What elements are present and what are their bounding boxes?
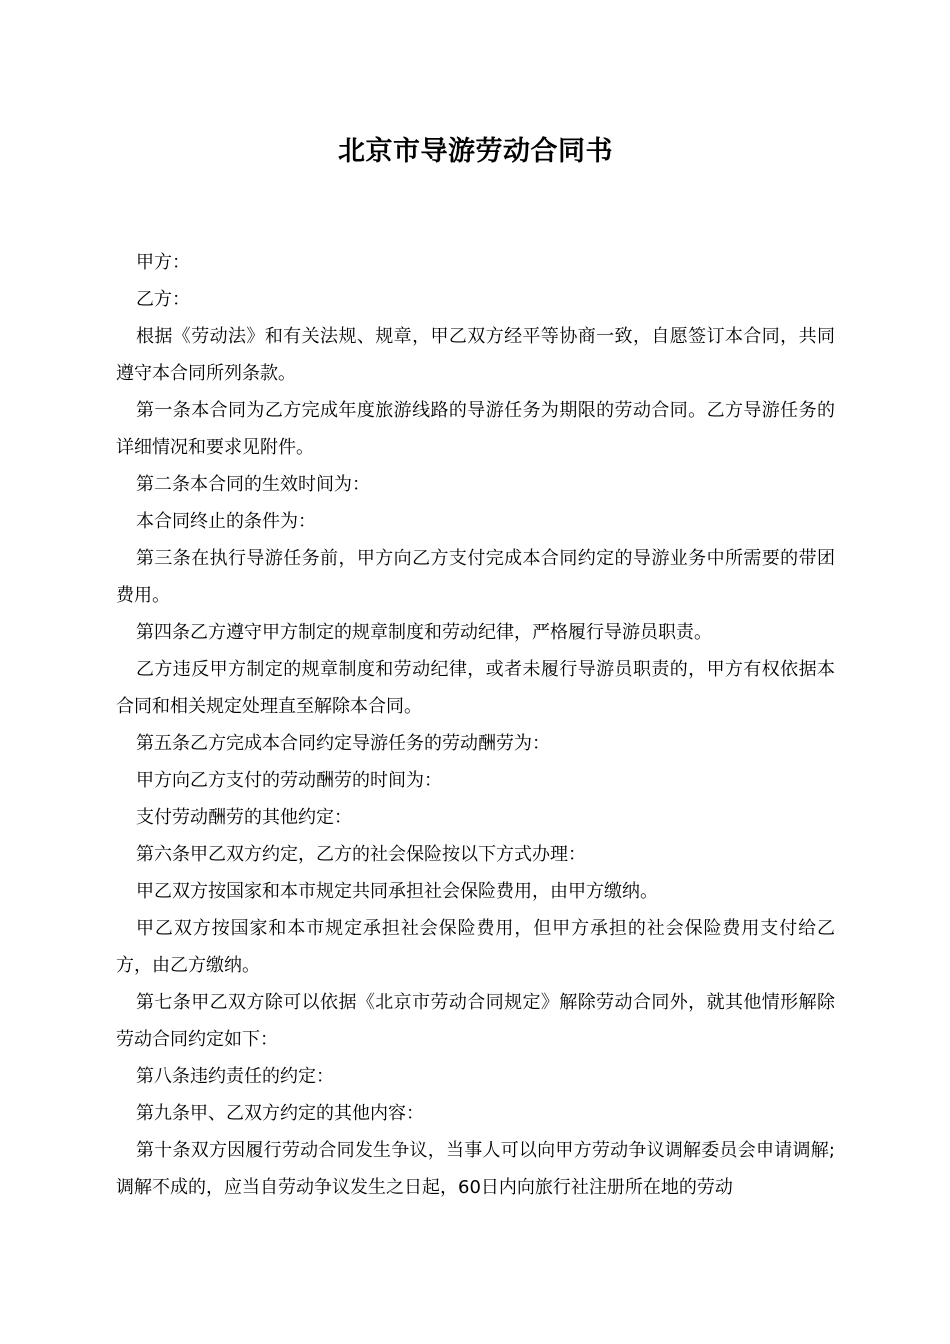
document-body xyxy=(116,244,835,1206)
paragraph-article-2-termination: 本合同终止的条件为： xyxy=(136,511,316,532)
paragraph-article-9: 第九条甲、乙双方约定的其他内容： xyxy=(136,1103,424,1124)
paragraph-article-2: 第二条本合同的生效时间为： xyxy=(136,474,370,495)
paragraph-party-b: 乙方： xyxy=(136,289,190,310)
paragraph-article-1: 第一条本合同为乙方完成年度旅游线路的导游任务为期限的劳动合同。乙方导游任务的详细情况和要求见附件。 xyxy=(116,400,835,458)
paragraph-article-8: 第八条违约责任的约定： xyxy=(136,1066,334,1087)
paragraph-preamble: 根据《劳动法》和有关法规、规章，甲乙双方经平等协商一致，自愿签订本合同，共同遵守本合同所列条款。 xyxy=(116,326,835,384)
paragraph-article-5-payment-time: 甲方向乙方支付的劳动酬劳的时间为： xyxy=(136,770,442,791)
paragraph-article-6-option-1: 甲乙双方按国家和本市规定共同承担社会保险费用，由甲方缴纳。 xyxy=(136,881,658,902)
paragraph-article-3: 第三条在执行导游任务前，甲方向乙方支付完成本合同约定的导游业务中所需要的带团费用。 xyxy=(116,548,835,606)
paragraph-article-5-other: 支付劳动酬劳的其他约定： xyxy=(136,807,352,828)
paragraph-party-a: 甲方： xyxy=(136,252,190,273)
paragraph-article-4-violation: 乙方违反甲方制定的规章制度和劳动纪律，或者未履行导游员职责的，甲方有权依据本合同和相关规定处理直至解除本合同。 xyxy=(116,659,835,717)
document-title: 北京市导游劳动合同书 xyxy=(338,136,613,167)
paragraph-article-10: 第十条双方因履行劳动合同发生争议，当事人可以向甲方劳动争议调解委员会申请调解;调解不成的，应当自劳动争议发生之日起，60日内向旅行社注册所在地的劳动 xyxy=(116,1140,835,1198)
paragraph-article-7: 第七条甲乙双方除可以依据《北京市劳动合同规定》解除劳动合同外，就其他情形解除劳动合同约定如下： xyxy=(116,992,835,1050)
paragraph-article-6-option-2: 甲乙双方按国家和本市规定承担社会保险费用，但甲方承担的社会保险费用支付给乙方，由乙方缴纳。 xyxy=(116,918,835,976)
paragraph-article-4: 第四条乙方遵守甲方制定的规章制度和劳动纪律，严格履行导游员职责。 xyxy=(136,622,712,643)
paragraph-article-5: 第五条乙方完成本合同约定导游任务的劳动酬劳为： xyxy=(136,733,550,754)
paragraph-article-6: 第六条甲乙双方约定，乙方的社会保险按以下方式办理： xyxy=(136,844,586,865)
